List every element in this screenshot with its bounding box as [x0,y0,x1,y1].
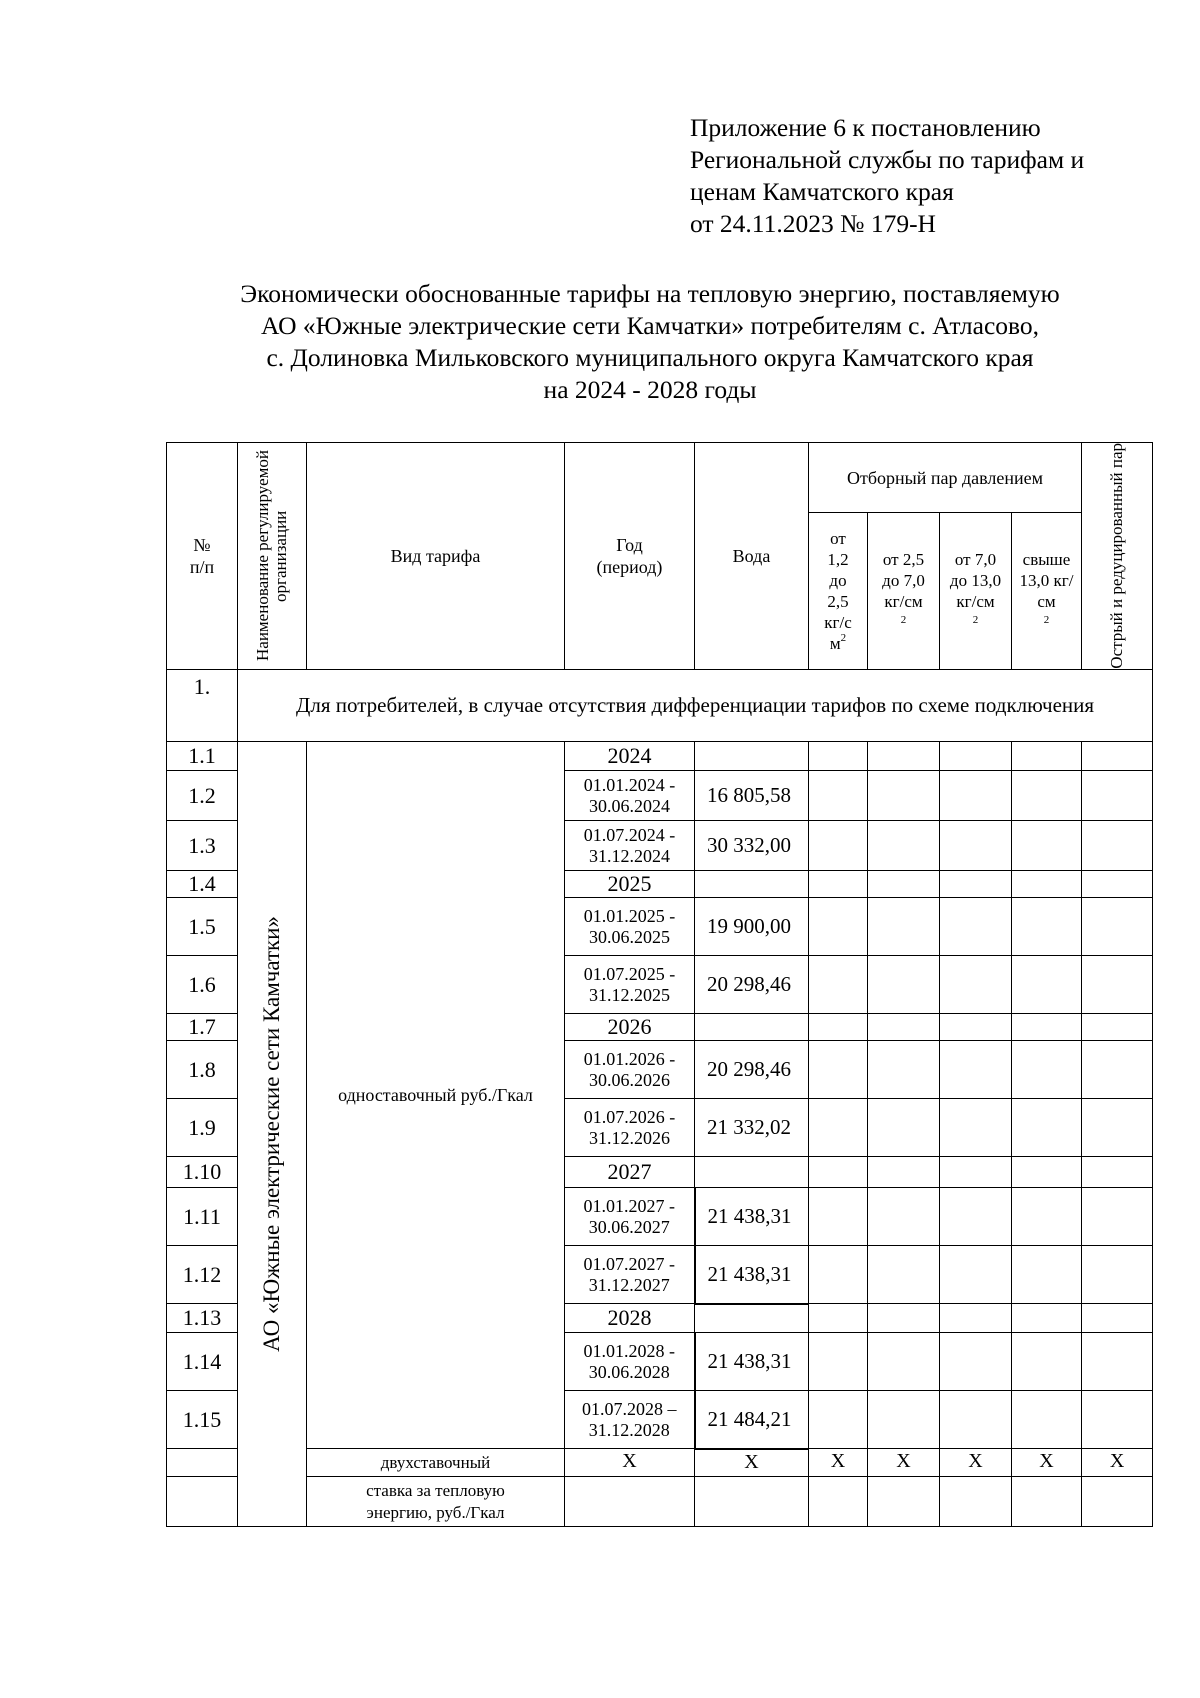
row-number: 1.5 [167,898,238,956]
table-row-heat-rate [167,1477,1153,1527]
row-number: 1.9 [167,1099,238,1157]
period-cell: 01.07.2024 - 31.12.2024 [565,821,695,871]
empty-cell [809,1188,868,1246]
header-steam-group: Отборный пар давлением [809,443,1082,513]
period-cell: 01.07.2028 – 31.12.2028 [565,1391,695,1449]
empty-cell [868,1246,940,1304]
header-tariff-type: Вид тарифа [307,443,565,670]
x-mark: Х [1012,1449,1082,1477]
empty-cell [809,821,868,871]
section-title-text: Для потребителей, в случае отсутствия дифференциации тарифов по схеме подключения [296,693,1095,717]
value-cell: 19 900,00 [695,898,809,956]
empty-cell [868,821,940,871]
section-number: 1. [167,670,238,742]
period-cell: 01.01.2027 - 30.06.2027 [565,1188,695,1246]
header-sharp-steam [1082,443,1153,670]
period-cell: 2028 [565,1304,695,1333]
empty-cell [868,1099,940,1157]
value-cell [695,1304,809,1333]
org-name-cell [238,742,307,1527]
empty-cell [1082,1333,1153,1391]
value-cell: 21 332,02 [695,1099,809,1157]
row-number: 1.8 [167,1041,238,1099]
value-cell: 30 332,00 [695,821,809,871]
value-cell: 21 438,31 [695,1246,809,1304]
header-pressure-1-sup: 2 [840,632,847,645]
header-pressure-2-text: от 2,5 до 7,0 кг/см [882,550,925,612]
x-mark: Х [809,1449,868,1477]
table-row [167,742,1153,771]
appendix-line: Региональной службы по тарифам и [690,145,1085,174]
empty-cell [1012,1014,1082,1041]
value-cell: 20 298,46 [695,956,809,1014]
document-title [160,278,1140,406]
row-number: 1.14 [167,1333,238,1391]
empty-cell [1082,771,1153,821]
empty-cell [809,956,868,1014]
value-cell: 20 298,46 [695,1041,809,1099]
header-pressure-1-text: от 1,2 до 2,5 кг/с м [824,529,852,654]
empty-cell [868,1157,940,1188]
empty-cell [1082,871,1153,898]
empty-cell [809,742,868,771]
header-pressure-2 [868,513,940,670]
value-cell: 21 438,31 [695,1333,809,1391]
row-number: 1.10 [167,1157,238,1188]
empty-cell [1012,1041,1082,1099]
period-cell: 01.07.2026 - 31.12.2026 [565,1099,695,1157]
empty-cell [1082,821,1153,871]
empty-cell [1012,1304,1082,1333]
header-pressure-3-text: от 7,0 до 13,0 кг/см [949,550,1002,612]
row-number: 1.7 [167,1014,238,1041]
empty-cell [940,898,1012,956]
header-pressure-4-sub: 2 [1043,614,1050,627]
header-org-name [238,443,307,670]
value-cell [695,1157,809,1188]
empty-cell [940,742,1012,771]
empty-cell [868,742,940,771]
empty-cell [868,956,940,1014]
title-line: с. Долиновка Мильковского муниципального округа Камчатского края [266,343,1034,372]
empty-cell [809,1099,868,1157]
empty-cell [809,1157,868,1188]
value-cell: 16 805,58 [695,771,809,821]
empty-cell [1082,1246,1153,1304]
row-number: 1.1 [167,742,238,771]
empty-cell [809,1333,868,1391]
empty-cell [167,1449,238,1477]
empty-cell [1082,1304,1153,1333]
header-sharp-steam-text: Острый и редуцированный пар [1107,443,1126,669]
empty-cell [809,1477,868,1527]
appendix-header [690,112,1084,240]
two-rate-label: двухставочный [307,1449,565,1477]
empty-cell [1012,898,1082,956]
empty-cell [868,771,940,821]
empty-cell [1012,1246,1082,1304]
empty-cell [940,1304,1012,1333]
empty-cell [809,771,868,821]
empty-cell [809,1246,868,1304]
empty-cell [1082,1014,1153,1041]
period-cell: 01.07.2025 - 31.12.2025 [565,956,695,1014]
empty-cell [940,1188,1012,1246]
row-number: 1.4 [167,871,238,898]
empty-cell [809,1014,868,1041]
row-number: 1.13 [167,1304,238,1333]
empty-cell [940,1477,1012,1527]
empty-cell [809,1391,868,1449]
header-pressure-3-sub: 2 [972,614,979,627]
header-period-year: Год [616,535,643,555]
empty-cell [940,956,1012,1014]
empty-cell [868,1041,940,1099]
empty-cell [868,898,940,956]
tariff-table [166,442,1153,1527]
header-pressure-3 [940,513,1012,670]
header-no-label: п/п [189,557,215,577]
value-cell [695,742,809,771]
header-pressure-4-text: свыше 13,0 кг/см [1019,550,1074,612]
appendix-line: Приложение 6 к постановлению [690,113,1041,142]
empty-cell [1012,1099,1082,1157]
empty-cell [809,1304,868,1333]
empty-cell [1012,1188,1082,1246]
empty-cell [695,1477,809,1527]
value-cell: 21 484,21 [695,1391,809,1449]
row-number: 1.15 [167,1391,238,1449]
empty-cell [940,821,1012,871]
header-org-name-text: Наименование регулируемой организации [253,450,290,662]
empty-cell [1082,1041,1153,1099]
empty-cell [868,1333,940,1391]
period-cell: 01.01.2028 - 30.06.2028 [565,1333,695,1391]
header-pressure-4 [1012,513,1082,670]
period-cell: 01.07.2027 - 31.12.2027 [565,1246,695,1304]
x-mark: Х [868,1449,940,1477]
empty-cell [167,1477,238,1527]
x-mark: Х [565,1449,695,1477]
row-number: 1.2 [167,771,238,821]
empty-cell [940,1014,1012,1041]
empty-cell [940,1391,1012,1449]
period-cell: 2025 [565,871,695,898]
title-line: на 2024 - 2028 годы [543,375,757,404]
empty-cell [940,1041,1012,1099]
empty-cell [940,1333,1012,1391]
appendix-line: от 24.11.2023 № 179-Н [690,209,936,238]
period-cell: 2027 [565,1157,695,1188]
empty-cell [1012,771,1082,821]
empty-cell [1012,1333,1082,1391]
empty-cell [868,1304,940,1333]
header-period-label: (период) [596,557,663,577]
heat-rate-label [307,1477,565,1527]
empty-cell [1012,1477,1082,1527]
empty-cell [1082,898,1153,956]
empty-cell [868,871,940,898]
x-mark: Х [695,1449,809,1477]
empty-cell [940,1246,1012,1304]
empty-cell [1012,742,1082,771]
x-mark: Х [940,1449,1012,1477]
row-number: 1.11 [167,1188,238,1246]
empty-cell [940,1157,1012,1188]
empty-cell [940,1099,1012,1157]
header-no-symbol: № [193,535,211,555]
table-row-two-rate [167,1449,1153,1477]
empty-cell [940,771,1012,821]
empty-cell [565,1477,695,1527]
value-cell [695,871,809,898]
section-title [238,670,1153,742]
row-number: 1.12 [167,1246,238,1304]
empty-cell [868,1188,940,1246]
empty-cell [1082,1477,1153,1527]
title-line: АО «Южные электрические сети Камчатки» потребителям с. Атласово, [260,311,1040,340]
heat-rate-label-text: ставка за тепловую энергию, руб./Гкал [366,1480,505,1522]
appendix-line: ценам Камчатского края [690,177,954,206]
header-water: Вода [695,443,809,670]
row-number: 1.3 [167,821,238,871]
header-row-number [167,443,238,670]
empty-cell [868,1477,940,1527]
empty-cell [868,1391,940,1449]
empty-cell [809,1041,868,1099]
empty-cell [868,1014,940,1041]
row-number: 1.6 [167,956,238,1014]
period-cell: 01.01.2026 - 30.06.2026 [565,1041,695,1099]
empty-cell [940,871,1012,898]
header-period [565,443,695,670]
single-rate-cell: одноставочный руб./Гкал [307,742,565,1449]
empty-cell [1012,1157,1082,1188]
period-cell: 01.01.2024 - 30.06.2024 [565,771,695,821]
empty-cell [809,898,868,956]
empty-cell [1012,1391,1082,1449]
x-mark: Х [1082,1449,1153,1477]
value-cell [695,1014,809,1041]
empty-cell [1082,956,1153,1014]
empty-cell [1012,871,1082,898]
empty-cell [1082,1099,1153,1157]
header-pressure-2-sub: 2 [900,614,907,627]
period-cell: 01.01.2025 - 30.06.2025 [565,898,695,956]
empty-cell [809,871,868,898]
empty-cell [1012,956,1082,1014]
empty-cell [1082,742,1153,771]
header-pressure-1 [809,513,868,670]
empty-cell [1082,1188,1153,1246]
org-name-text: АО «Южные электрические сети Камчатки» [259,916,284,1352]
period-cell: 2026 [565,1014,695,1041]
empty-cell [1082,1157,1153,1188]
period-cell: 2024 [565,742,695,771]
empty-cell [1082,1391,1153,1449]
title-line: Экономически обоснованные тарифы на тепловую энергию, поставляемую [240,279,1060,308]
value-cell: 21 438,31 [695,1188,809,1246]
empty-cell [1012,821,1082,871]
